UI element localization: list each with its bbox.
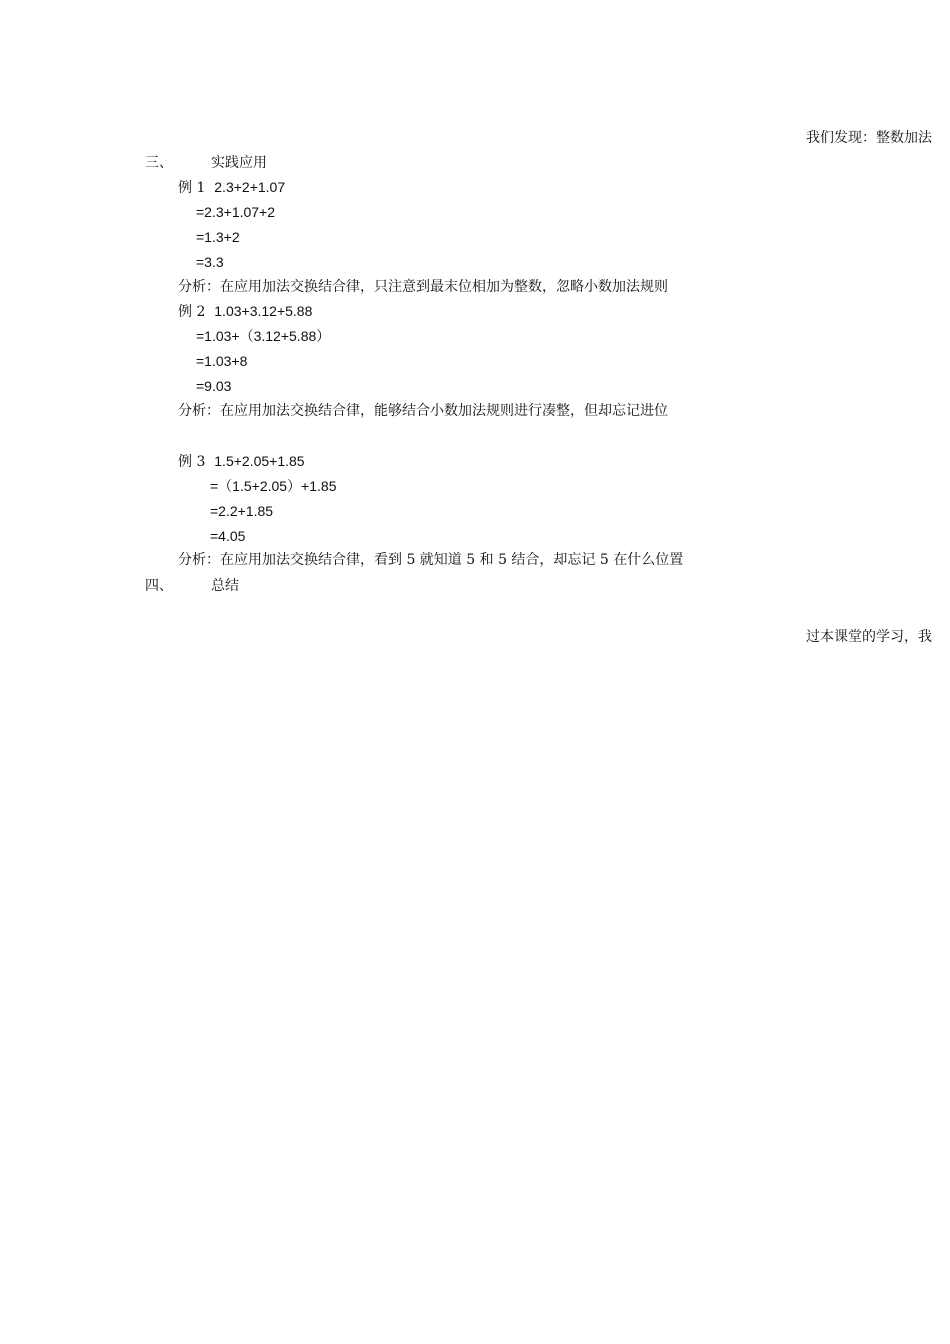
example-expression: 1.5+2.05+1.85 — [214, 453, 305, 469]
example-3-header — [178, 451, 305, 471]
section-number: 四、 — [145, 578, 173, 594]
example-1-step-3: =3.3 — [196, 254, 224, 270]
example-2-step-3: =9.03 — [196, 378, 232, 394]
example-label: 例 3 — [178, 454, 206, 470]
example-label: 例 1 — [178, 180, 206, 196]
example-2-step-2: =1.03+8 — [196, 353, 248, 369]
example-label: 例 2 — [178, 304, 206, 320]
example-2-step-1: =1.03+（3.12+5.88） — [196, 328, 331, 344]
example-2-header — [178, 301, 312, 321]
section-title: 总结 — [211, 578, 239, 594]
example-3-analysis: 分析：在应用加法交换结合律，看到 5 就知道 5 和 5 结合，却忘记 5 在什么位置 — [178, 552, 684, 568]
example-expression: 2.3+2+1.07 — [214, 179, 286, 195]
section-title: 实践应用 — [211, 155, 267, 171]
example-expression: 1.03+3.12+5.88 — [214, 303, 313, 319]
example-3-step-3: =4.05 — [210, 528, 246, 544]
example-1-header — [178, 177, 285, 197]
example-1-step-1: =2.3+1.07+2 — [196, 204, 276, 220]
section-heading-3 — [145, 153, 267, 173]
example-1-analysis: 分析：在应用加法交换结合律，只注意到最末位相加为整数，忽略小数加法规则 — [178, 279, 668, 295]
example-2-analysis: 分析：在应用加法交换结合律，能够结合小数加法规则进行凑整，但却忘记进位 — [178, 403, 668, 419]
example-3-step-2: =2.2+1.85 — [210, 503, 274, 519]
example-3-step-1: =（1.5+2.05）+1.85 — [210, 478, 337, 494]
overflow-text-bottom: 过本课堂的学习，我 — [806, 629, 932, 645]
section-number: 三、 — [145, 155, 173, 171]
overflow-text-top: 我们发现：整数加法 — [806, 130, 932, 146]
section-heading-4 — [145, 576, 239, 596]
example-1-step-2: =1.3+2 — [196, 229, 240, 245]
